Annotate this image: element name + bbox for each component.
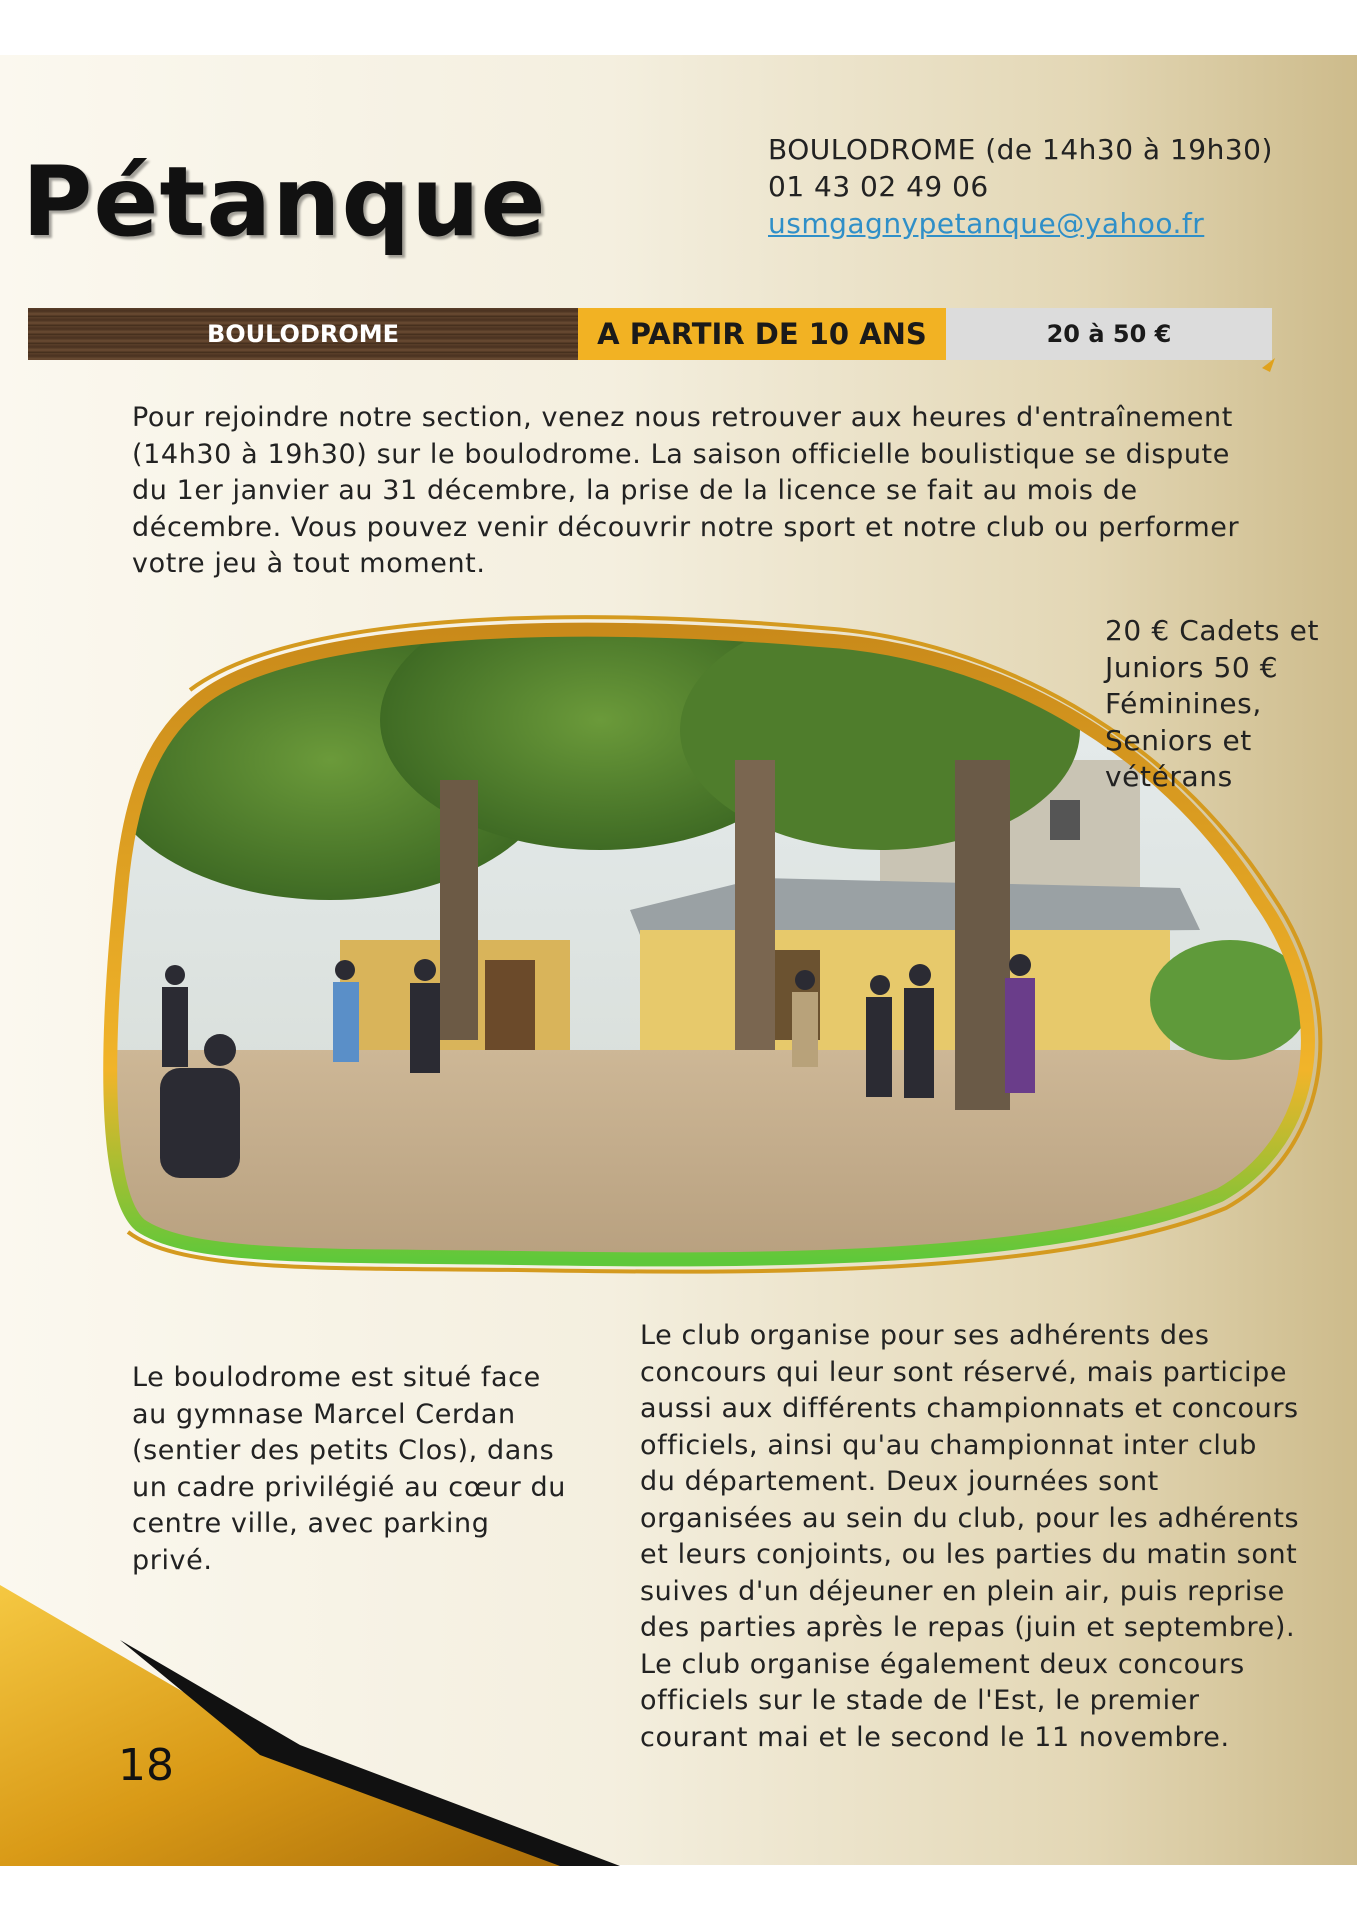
venue-band: BOULODROME [28,308,578,360]
contact-email-link[interactable]: usmgagnypetanque@yahoo.fr [768,207,1205,240]
contact-phone: 01 43 02 49 06 [768,170,989,203]
contact-hours: BOULODROME (de 14h30 à 19h30) [768,133,1273,166]
price-band: 20 à 50 € [946,308,1272,360]
page-title: Pétanque [22,146,547,259]
age-band: A PARTIR DE 10 ANS [578,308,946,360]
location-paragraph: Le boulodrome est situé face au gymnase Marcel Cerdan (sentier des petits Clos), dans un cadre privilégié au cœur du centre ville, avec parking privé. [132,1362,566,1576]
club-paragraph: Le club organise pour ses adhérents des concours qui leur sont réservé, mais participe aussi aux différents championnats et concours officiels, ainsi qu'au championnat inter club du département. Deux journées sont organisées au sein du club, pour les adhérents et leurs conjoints, ou les parties du matin sont suives d'un déjeuner en plein air, puis reprise des parties après le repas (juin et septembre). Le club organise également deux concours officiels sur le stade de l'Est, le premier courant mai et le second le 11 novembre. [640,1320,1300,1753]
intro-paragraph: Pour rejoindre notre section, venez nous retrouver aux heures d'entraînement (14h30 à 19h30) sur le boulodrome. La saison officielle boulistique se dispute du 1er janvier au 31 décembre, la prise de la licence se fait au mois de décembre. Vous pouvez venir découvrir notre sport et notre club ou performer votre jeu à tout moment. [132,402,1240,579]
prices-text: 20 € Cadets et Juniors 50 € Féminines, Seniors et vétérans [1105,614,1320,793]
page-number: 18 [118,1740,174,1791]
